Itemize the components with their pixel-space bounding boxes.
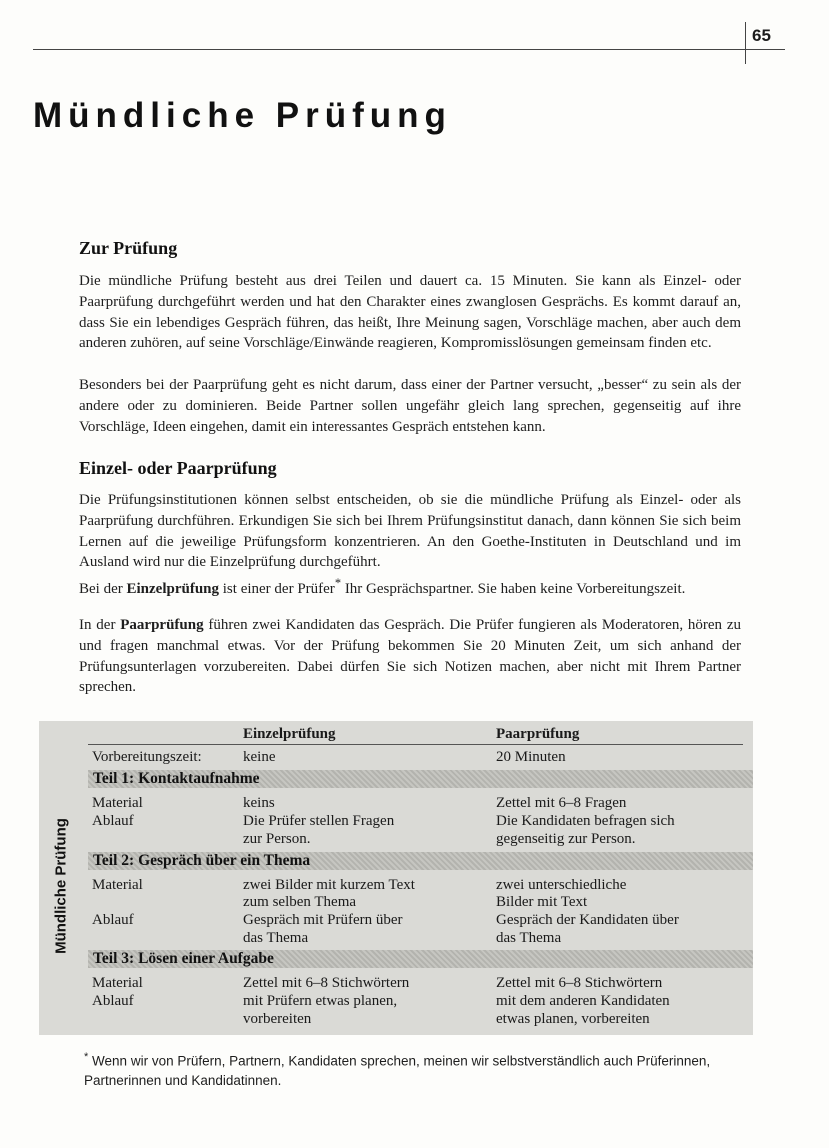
page-number: 65 [752, 26, 771, 45]
paragraph-paarpruefung: In der Paarprüfung führen zwei Kandidaten das Gespräch. Die Prüfer fungieren als Moderatoren, hören zu und fragen manchmal etwas. Vor der Prüfung bekommen Sie 20 Minuten Zeit, um sich anhand der Prüfungsunterlagen vorzubereiten. Dabei dürfen Sie sich Notizen machen, aber nicht mit Ihrem Partner sprechen. [79, 617, 742, 696]
row-label-ablauf: Ablauf [92, 993, 134, 1009]
cell-paar: etwas planen, vorbereiten [496, 1011, 650, 1027]
paragraph-einzelpruefung: Bei der Einzelprüfung ist einer der Prüfer* Ihr Gesprächspartner. Sie haben keine Vorbereitungszeit. [79, 576, 686, 597]
header-divider [745, 22, 746, 64]
cell-einzel: zum selben Thema [243, 894, 357, 910]
cell-einzel: keins [243, 795, 275, 811]
teil-3-bar [88, 950, 753, 968]
column-header-einzelpruefung: Einzelprüfung [243, 726, 336, 742]
footnote-marker: * [84, 1051, 89, 1063]
prep-time-paar: 20 Minuten [496, 749, 566, 765]
header-rule [33, 49, 785, 50]
cell-einzel: Zettel mit 6–8 Stichwörtern [243, 975, 410, 991]
row-label-ablauf: Ablauf [92, 813, 134, 829]
cell-einzel: zur Person. [243, 831, 311, 847]
cell-paar: Zettel mit 6–8 Stichwörtern [496, 975, 663, 991]
paragraph: Die mündliche Prüfung besteht aus drei Teilen und dauert ca. 15 Minuten. Sie kann als Einzel- oder Paarprüfung durchgeführt werden und hat den Charakter eines zwanglosen Gesprächs. Es kommt darauf an, dass Sie ein lebendiges Gespräch führen, das heißt, Ihre Meinung sagen, Vorschläge machen, aber auch dem anderen zuhören, auf seine Vorschläge/Einwände reagieren, Kompromisslösungen gemeinsam finden etc. [79, 273, 741, 352]
teil-2-bar [88, 852, 753, 870]
teil-2-title: Teil 2: Gespräch über ein Thema [93, 852, 311, 869]
cell-einzel: Gespräch mit Prüfern über [243, 912, 403, 928]
cell-einzel: Die Prüfer stellen Fragen [243, 813, 395, 829]
prep-time-label: Vorbereitungszeit: [92, 749, 202, 765]
cell-einzel: mit Prüfern etwas planen, [243, 993, 398, 1009]
cell-paar: Zettel mit 6–8 Fragen [496, 795, 627, 811]
section-heading-zur-pruefung: Zur Prüfung [79, 238, 178, 258]
row-label-material: Material [92, 795, 143, 811]
cell-paar: mit dem anderen Kandidaten [496, 993, 670, 1009]
teil-1-bar [88, 770, 753, 788]
cell-einzel: das Thema [243, 930, 309, 946]
term-paarpruefung: Paarprüfung [120, 617, 204, 633]
row-label-ablauf: Ablauf [92, 912, 134, 928]
cell-paar: gegenseitig zur Person. [496, 831, 636, 847]
footnote-text: Wenn wir von Prüfern, Partnern, Kandidaten sprechen, meinen wir selbstverständlich auch Prüferinnen, Partnerinnen und Kandidatinnen. [84, 1053, 711, 1088]
page-title: Mündliche Prüfung [33, 96, 452, 135]
paragraph: Besonders bei der Paarprüfung geht es nicht darum, dass einer der Partner versucht, „besser“ zu sein als der andere oder zu dominieren. Beide Partner sollen ungefähr gleich lang sprechen, gegenseitig auf ihre Vorschläge, Ideen eingehen, damit ein interessantes Gespräch entstehen kann. [79, 377, 741, 435]
teil-1-title: Teil 1: Kontaktaufnahme [93, 770, 260, 787]
cell-paar: zwei unterschiedliche [496, 877, 627, 893]
paragraph: Die Prüfungsinstitutionen können selbst entscheiden, ob sie die mündliche Prüfung als Einzel- oder als Paarprüfung durchführen. Erkundigen Sie sich bei Ihrem Prüfungsinstitut danach, dann können Sie sich beim Lernen auf die jeweilige Prüfungsform konzentrieren. An den Goethe-Instituten in Deutschland und im Ausland wird nur die Einzelprüfung durchgeführt. [79, 492, 741, 571]
cell-einzel: vorbereiten [243, 1011, 312, 1027]
prep-time-einzel: keine [243, 749, 276, 765]
cell-paar: Gespräch der Kandidaten über [496, 912, 679, 928]
row-label-material: Material [92, 975, 143, 991]
section-heading-einzel-oder-paarpruefung: Einzel- oder Paarprüfung [79, 458, 277, 478]
cell-paar: das Thema [496, 930, 562, 946]
table-side-label: Mündliche Prüfung [52, 818, 70, 954]
teil-3-title: Teil 3: Lösen einer Aufgabe [93, 950, 274, 967]
footnote [84, 1048, 744, 1090]
term-einzelpruefung: Einzelprüfung [126, 581, 220, 597]
column-header-paarpruefung: Paarprüfung [496, 726, 580, 742]
row-label-material: Material [92, 877, 143, 893]
cell-paar: Bilder mit Text [496, 894, 588, 910]
cell-paar: Die Kandidaten befragen sich [496, 813, 675, 829]
header-rule [88, 744, 743, 745]
cell-einzel: zwei Bilder mit kurzem Text [243, 877, 415, 893]
